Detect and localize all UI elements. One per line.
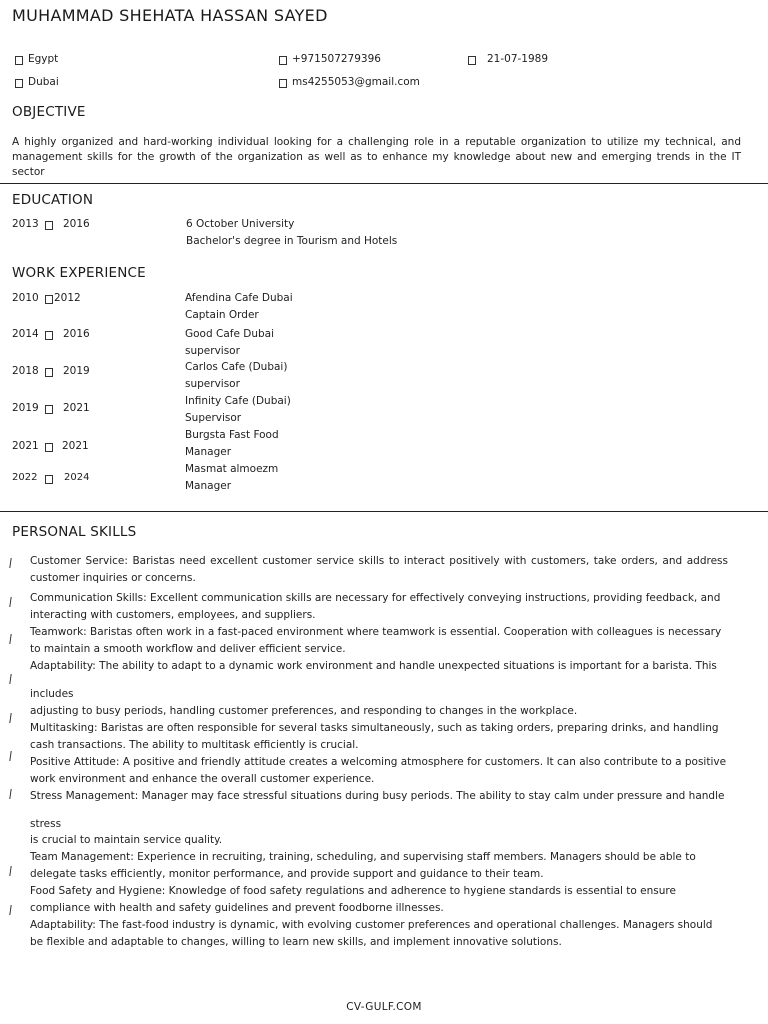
work-end: 2024 (64, 472, 90, 483)
bullet-marker (9, 597, 12, 607)
skill-item: Team Management: Experience in recruiting, training, scheduling, and supervising staff members. Managers should be able to delegate tasks efficiently, monitor performance, and provide support and guidance to their team. (30, 851, 696, 880)
work-end: 2019 (63, 365, 90, 377)
skill-item: Multitasking: Baristas are often responsible for several tasks simultaneously, such as taking orders, preparing drinks, and handling cash transactions. The ability to multitask efficiently is crucial. (30, 722, 719, 751)
work-heading: WORK EXPERIENCE (12, 265, 146, 281)
work-role: Manager (185, 445, 232, 458)
work-dates (12, 292, 132, 306)
skills-heading: PERSONAL SKILLS (12, 524, 137, 540)
work-company: Good Cafe Dubai (185, 328, 275, 340)
divider (0, 183, 768, 184)
skill-item: Adaptability: The fast-food industry is dynamic, with evolving customer preferences and operational challenges. Managers should be flexible and adaptable to changes, willing to learn new skills, and implement innovative solutions. (30, 919, 713, 948)
bullet-marker (9, 634, 12, 644)
work-end: 2021 (62, 440, 89, 452)
calendar-icon (468, 56, 476, 65)
phone-text: +971507279396 (292, 53, 381, 65)
work-company: Afendina Cafe Dubai (185, 292, 293, 304)
work-start: 2021 (12, 440, 39, 452)
date-range-icon (45, 443, 53, 452)
work-company: Carlos Cafe (Dubai) (185, 361, 288, 373)
date-range-icon (45, 405, 53, 414)
work-dates (12, 472, 132, 486)
contact-country (15, 53, 215, 67)
work-start: 2019 (12, 402, 39, 414)
date-range-icon (45, 475, 53, 484)
work-dates (12, 402, 132, 416)
divider (0, 511, 768, 512)
work-dates (12, 365, 132, 379)
country-text: Egypt (28, 53, 59, 65)
location-icon (15, 56, 23, 65)
education-entry (186, 216, 397, 249)
skill-item: Teamwork: Baristas often work in a fast-paced environment where teamwork is essential. Cooperation with colleagues is necessary to maintain a smooth workflow and deliver efficient service. (30, 626, 722, 655)
objective-text: A highly organized and hard-working individual looking for a challenging role in a reputable organization to utilize my technical, and management skills for the growth of the organization as well as to enhance my knowledge about new and emerging trends in the IT sector (12, 136, 741, 178)
birthdate-text: 21-07-1989 (487, 53, 549, 65)
date-range-icon (45, 331, 53, 340)
date-range-icon (45, 221, 53, 230)
bullet-marker (9, 713, 12, 723)
education-heading: EDUCATION (12, 192, 94, 208)
work-entry (185, 393, 291, 426)
bullet-marker (9, 751, 12, 761)
work-role: Supervisor (185, 411, 242, 424)
work-start: 2018 (12, 365, 39, 377)
email-icon (279, 79, 287, 88)
work-role: Manager (185, 479, 232, 492)
bullet-marker (9, 866, 12, 876)
contact-birthdate (468, 53, 588, 67)
work-entry (185, 359, 287, 392)
work-dates (12, 440, 132, 454)
education-end: 2016 (63, 218, 90, 230)
education-institution: 6 October University (186, 218, 295, 230)
skill-item: Communication Skills: Excellent communication skills are necessary for effectively conveying instructions, providing feedback, and interacting with customers, employees, and suppliers. (30, 592, 721, 621)
date-range-icon (45, 368, 53, 377)
work-start: 2022 (12, 472, 38, 483)
email-text: ms4255053@gmail.com (292, 76, 420, 88)
education-start: 2013 (12, 218, 39, 230)
skill-item-continued: stress (30, 818, 62, 830)
work-company: Burgsta Fast Food (185, 429, 279, 441)
skill-item-continued: includes (30, 688, 74, 700)
city-text: Dubai (28, 76, 59, 88)
city-icon (15, 79, 23, 88)
skill-item-continued: is crucial to maintain service quality. (30, 834, 223, 846)
work-end: 2016 (63, 328, 90, 340)
work-role: supervisor (185, 377, 240, 390)
skill-item: Food Safety and Hygiene: Knowledge of food safety regulations and adherence to hygiene standards is essential to ensure compliance with health and safety guidelines and prevent foodborne illnesses. (30, 885, 676, 914)
skill-item: Positive Attitude: A positive and friendly attitude creates a welcoming atmosphere for customers. It can also contribute to a positive work environment and enhance the overall customer experience. (30, 756, 727, 785)
contact-phone (279, 53, 459, 67)
bullet-marker (9, 789, 12, 799)
work-start: 2014 (12, 328, 39, 340)
skill-item: Customer Service: Baristas need excellent customer service skills to interact positively with customers, take orders, and address customer inquiries or concerns. (30, 555, 728, 584)
education-dates (12, 218, 132, 232)
work-entry (185, 290, 293, 323)
contact-city (15, 76, 215, 90)
work-entry (185, 326, 274, 359)
candidate-name: MUHAMMAD SHEHATA HASSAN SAYED (12, 6, 328, 25)
bullet-marker (9, 674, 12, 684)
work-entry (185, 427, 279, 460)
work-entry (185, 461, 278, 494)
skill-item: Stress Management: Manager may face stressful situations during busy periods. The ability to stay calm under pressure and handle (30, 790, 725, 802)
skill-item: Adaptability: The ability to adapt to a dynamic work environment and handle unexpected situations is important for a barista. This (30, 660, 717, 672)
work-company: Infinity Cafe (Dubai) (185, 395, 291, 407)
work-end: 2012 (54, 292, 81, 304)
work-start: 2010 (12, 292, 39, 304)
work-role: supervisor (185, 344, 240, 357)
bullet-marker (9, 558, 12, 568)
work-end: 2021 (63, 402, 90, 414)
skill-item-continued: adjusting to busy periods, handling customer preferences, and responding to changes in the workplace. (30, 705, 578, 717)
work-company: Masmat almoezm (185, 463, 279, 475)
work-dates (12, 328, 132, 342)
footer-brand: CV-GULF.COM (346, 1001, 422, 1013)
phone-icon (279, 56, 287, 65)
bullet-marker (9, 905, 12, 915)
contact-email (279, 76, 479, 90)
objective-heading: OBJECTIVE (12, 104, 86, 120)
work-role: Captain Order (185, 308, 259, 321)
education-degree: Bachelor's degree in Tourism and Hotels (186, 234, 398, 247)
date-range-icon (45, 295, 53, 304)
